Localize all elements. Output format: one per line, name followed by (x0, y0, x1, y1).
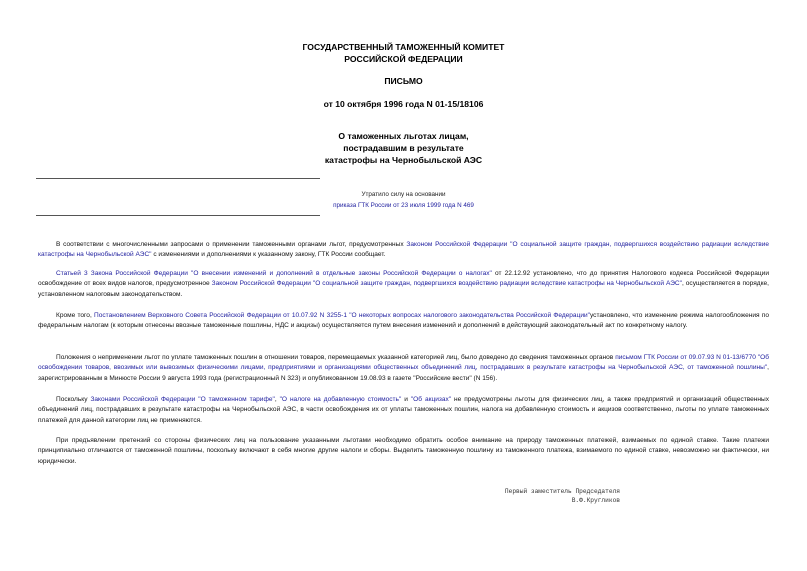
paragraph-5 (38, 395, 769, 426)
issuer-line-1: ГОСУДАРСТВЕННЫЙ ТАМОЖЕННЫЙ КОМИТЕТ (302, 42, 505, 52)
divider-top (36, 178, 320, 179)
p4-text-2: , зарегистрированным в Минюсте России 9 августа 1993 года (регистрационный N 323) и опубликованном 19.08.93 в газете "Российские вести" (N 156). (38, 364, 769, 382)
document-type: ПИСЬМО (384, 76, 423, 86)
p1-text-2: с изменениями и дополнениями к указанному закону, ГТК России сообщает. (151, 251, 386, 259)
p5-text-1: Поскольку (56, 396, 91, 403)
paragraph-3 (38, 311, 769, 332)
p4-letter-link[interactable]: письмом ГТК России от 09.07.93 N 01-13/6770 "Об освобождении товаров, ввозимых или вывозимых физическими лицами, предприятиями и организациями общественных объединений лиц, пострадавших в результате катастрофы на Чернобыльской АЭС, от таможенной пошлины" (38, 354, 770, 372)
p5-text-2: , (274, 396, 280, 403)
signature-name: В.Ф.Кругликов (571, 497, 620, 504)
repeal-order-link[interactable]: приказа ГТК России от 23 июля 1999 года N 469 (333, 202, 474, 209)
paragraph-6 (38, 436, 769, 467)
p6-text-1: При предъявлении претензий со стороны физических лиц на пользование указанными льготами необходимо обратить особое внимание на природу таможенных платежей, взимаемых по единой ставке. Такие платежи принципиально отличаются от таможенной пошлины, поскольку включают в себя многие другие налоги и сборы. Выделить таможенную пошлину из таможенного платежа, взимаемого по единой ставке, невозможно ни фактически, ни юридически. (38, 437, 769, 465)
p3-text-2: установлено, что изменение режима налогообложения по федеральным налогам (к которым отнесены ввозные таможенные пошлины, НДС и акцизы) осуществляется путем внесения изменений и дополнений в действующий законодательный акт по конкретному налогу. (38, 312, 769, 330)
p5-excise-law-link[interactable]: "Об акцизах" (410, 396, 452, 403)
p5-text-4: не предусмотрены льготы для физических лиц, а также предприятий и организаций общественных объединений лиц, пострадавших в результате катастрофы на Чернобыльской АЭС, в части освобождения их от уплаты таможенных пошлин, налога на добавленную стоимость и акцизов соответственно, льготы по уплате таможенных платежей для данной категории лиц не применяются. (38, 396, 769, 424)
issuer-line-2: РОССИЙСКОЙ ФЕДЕРАЦИИ (344, 54, 463, 64)
p3-text-1: Кроме того, (56, 312, 95, 319)
p3-resolution-link[interactable]: Постановлением Верховного Совета Российской Федерации от 10.07.92 N 3255-1 "О некоторых вопросах налогового законодательства Российской Федерации" (94, 312, 590, 319)
p2-law-link[interactable]: Законом Российской Федерации "О социальной защите граждан, подвергшихся воздействию радиации вследствие катастрофы на Чернобыльской АЭС" (211, 280, 682, 288)
p4-text-1: Положения о неприменении льгот по уплате таможенных пошлин в отношении товаров, перемещаемых указанной категорией лиц, было доведено до сведения таможенных органов (56, 354, 616, 361)
p2-article-link[interactable]: Статьей 3 Закона Российской Федерации "О внесении изменений и дополнений в отдельные законы Российской Федерации о налогах" (56, 270, 492, 277)
divider-bottom (36, 215, 320, 216)
p1-law-link[interactable]: Законом Российской Федерации "О социальной защите граждан, подвергшихся воздействию радиации вследствие катастрофы на Чернобыльской АЭС" (38, 241, 770, 259)
p5-vat-law-link[interactable]: "О налоге на добавленную стоимость" (279, 396, 402, 403)
subject-line-2: пострадавшим в результате (343, 143, 464, 153)
p5-text-3: и (401, 396, 411, 403)
p2-text-2: , осуществляется в порядке, установленном налоговым законодательством. (38, 280, 770, 298)
paragraph-4 (38, 353, 769, 384)
document-date-number: от 10 октября 1996 года N 01-15/18106 (323, 99, 484, 109)
paragraph-1 (38, 240, 769, 261)
status-note: Утратило силу на основании (361, 191, 446, 198)
signature-title: Первый заместитель Председателя (504, 488, 620, 495)
p2-text-1: от 22.12.92 установлено, что до принятия Налогового кодекса Российской Федерации освобождение от всех видов налогов, предусмотренное (38, 270, 769, 288)
paragraph-2 (38, 269, 769, 300)
subject-line-3: катастрофы на Чернобыльской АЭС (324, 155, 483, 165)
status-link-line (0, 200, 807, 211)
p1-text-1: В соответствии с многочисленными запросами о применении таможенными органами льгот, предусмотренных (56, 241, 407, 248)
p5-tariff-law-link[interactable]: Законами Российской Федерации "О таможенном тарифе" (90, 396, 275, 403)
subject-line-1: О таможенных льготах лицам, (338, 131, 469, 141)
